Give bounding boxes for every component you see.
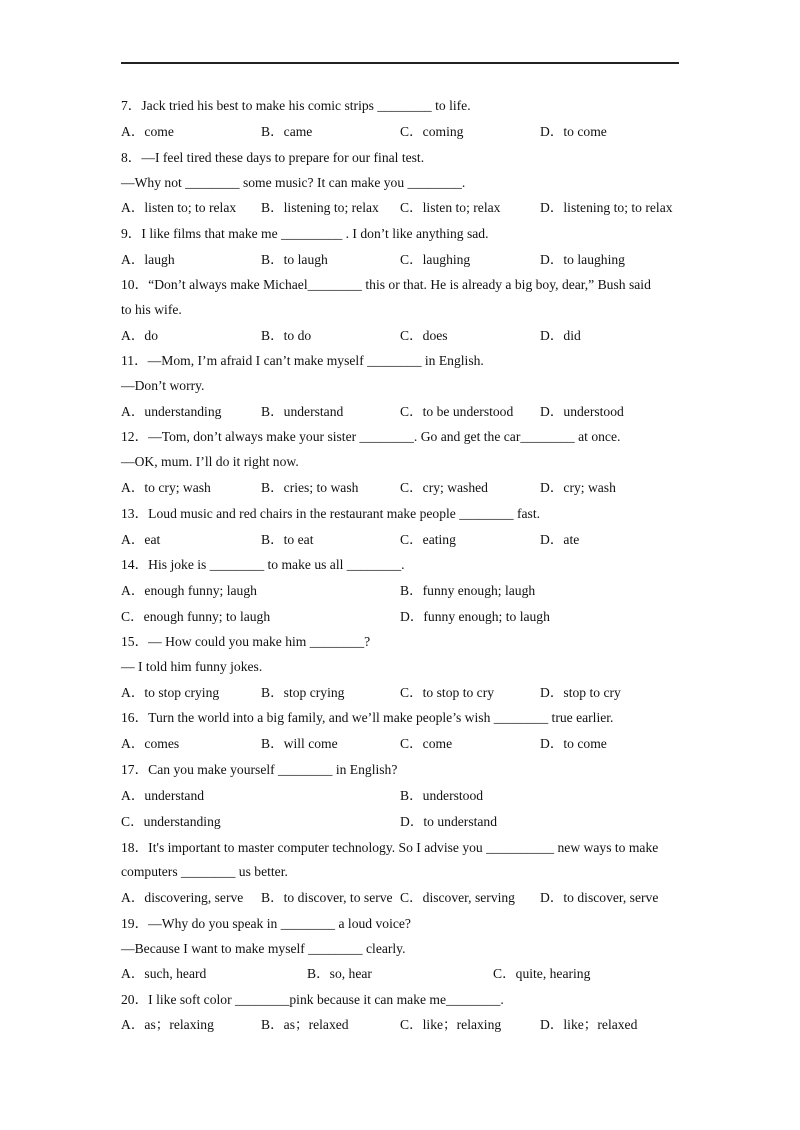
q16-option-c: C．come (400, 736, 453, 751)
q15-option-d: D．stop to cry (540, 685, 621, 700)
q12-option-d: D．cry; wash (540, 480, 616, 495)
header-rule (121, 62, 679, 64)
question-13-stem: 13．Loud music and red chairs in the restaurant make people ________ fast. (121, 506, 541, 521)
q19-option-a: A．such, heard (121, 966, 207, 981)
q8-option-d: D．listening to; to relax (540, 200, 673, 215)
question-8-stem-line-1: 8．—I feel tired these days to prepare for our final test. (121, 150, 425, 165)
q8-option-a: A．listen to; to relax (121, 200, 237, 215)
q17-option-c: C．understanding (121, 814, 221, 829)
question-19-stem-line-2: —Because I want to make myself ________ clearly. (121, 941, 406, 956)
q16-option-b: B．will come (261, 736, 338, 751)
q9-option-c: C．laughing (400, 252, 471, 267)
q16-option-a: A．comes (121, 736, 180, 751)
q15-option-c: C．to stop to cry (400, 685, 495, 700)
q12-option-b: B．cries; to wash (261, 480, 359, 495)
q17-option-b: B．understood (400, 788, 484, 803)
question-18-stem-line-2: computers ________ us better. (121, 864, 288, 879)
q11-option-a: A．understanding (121, 404, 222, 419)
q10-option-d: D．did (540, 328, 581, 343)
q12-option-c: C．cry; washed (400, 480, 488, 495)
question-12-stem-line-2: —OK, mum. I’ll do it right now. (121, 454, 299, 469)
q20-option-c: C．like；relaxing (400, 1017, 502, 1032)
question-7-stem: 7．Jack tried his best to make his comic strips ________ to life. (121, 98, 471, 113)
question-16-stem: 16．Turn the world into a big family, and we’ll make people’s wish ________ true earlier. (121, 710, 614, 725)
q7-option-d: D．to come (540, 124, 607, 139)
q7-option-b: B．came (261, 124, 313, 139)
question-14-stem: 14．His joke is ________ to make us all ________. (121, 557, 405, 572)
q8-option-c: C．listen to; relax (400, 200, 501, 215)
q16-option-d: D．to come (540, 736, 607, 751)
q19-option-b: B．so, hear (307, 966, 372, 981)
q20-option-a: A．as；relaxing (121, 1017, 214, 1032)
q18-option-d: D．to discover, serve (540, 890, 659, 905)
q7-option-a: A．come (121, 124, 174, 139)
q11-option-d: D．understood (540, 404, 624, 419)
q11-option-c: C．to be understood (400, 404, 514, 419)
q20-option-d: D．like；relaxed (540, 1017, 638, 1032)
question-18-stem-line-1: 18．It's important to master computer technology. So I advise you __________ new ways to make (121, 840, 659, 855)
question-15-stem-line-1: 15．— How could you make him ________? (121, 634, 371, 649)
question-17-stem: 17．Can you make yourself ________ in English? (121, 762, 398, 777)
q12-option-a: A．to cry; wash (121, 480, 211, 495)
q7-option-c: C．coming (400, 124, 464, 139)
q17-option-a: A．understand (121, 788, 205, 803)
question-10-stem-line-2: to his wife. (121, 302, 182, 317)
q14-option-a: A．enough funny; laugh (121, 583, 257, 598)
q8-option-b: B．listening to; relax (261, 200, 379, 215)
question-9-stem: 9．I like films that make me _________ . I don’t like anything sad. (121, 226, 489, 241)
q19-option-c: C．quite, hearing (493, 966, 591, 981)
q15-option-a: A．to stop crying (121, 685, 220, 700)
question-10-stem-line-1: 10．“Don’t always make Michael________ this or that. He is already a big boy, dear,” Bush said (121, 277, 651, 292)
question-11-stem-line-1: 11．—Mom, I’m afraid I can’t make myself ________ in English. (121, 353, 484, 368)
q15-option-b: B．stop crying (261, 685, 345, 700)
q18-option-c: C．discover, serving (400, 890, 515, 905)
question-11-stem-line-2: —Don’t worry. (121, 378, 205, 393)
question-20-stem: 20．I like soft color ________pink because it can make me________. (121, 992, 504, 1007)
q14-option-d: D．funny enough; to laugh (400, 609, 550, 624)
question-19-stem-line-1: 19．—Why do you speak in ________ a loud voice? (121, 916, 411, 931)
q9-option-b: B．to laugh (261, 252, 328, 267)
q9-option-d: D．to laughing (540, 252, 625, 267)
q10-option-a: A．do (121, 328, 159, 343)
q13-option-d: D．ate (540, 532, 580, 547)
q13-option-a: A．eat (121, 532, 161, 547)
question-12-stem-line-1: 12．—Tom, don’t always make your sister ________. Go and get the car________ at once. (121, 429, 621, 444)
q13-option-b: B．to eat (261, 532, 314, 547)
q14-option-b: B．funny enough; laugh (400, 583, 536, 598)
question-15-stem-line-2: — I told him funny jokes. (121, 659, 263, 674)
q10-option-b: B．to do (261, 328, 312, 343)
q10-option-c: C．does (400, 328, 448, 343)
q9-option-a: A．laugh (121, 252, 175, 267)
q20-option-b: B．as；relaxed (261, 1017, 349, 1032)
q13-option-c: C．eating (400, 532, 456, 547)
question-8-stem-line-2: —Why not ________ some music? It can make you ________. (121, 175, 466, 190)
q18-option-b: B．to discover, to serve (261, 890, 393, 905)
q18-option-a: A．discovering, serve (121, 890, 244, 905)
q17-option-d: D．to understand (400, 814, 498, 829)
q11-option-b: B．understand (261, 404, 344, 419)
q14-option-c: C．enough funny; to laugh (121, 609, 271, 624)
